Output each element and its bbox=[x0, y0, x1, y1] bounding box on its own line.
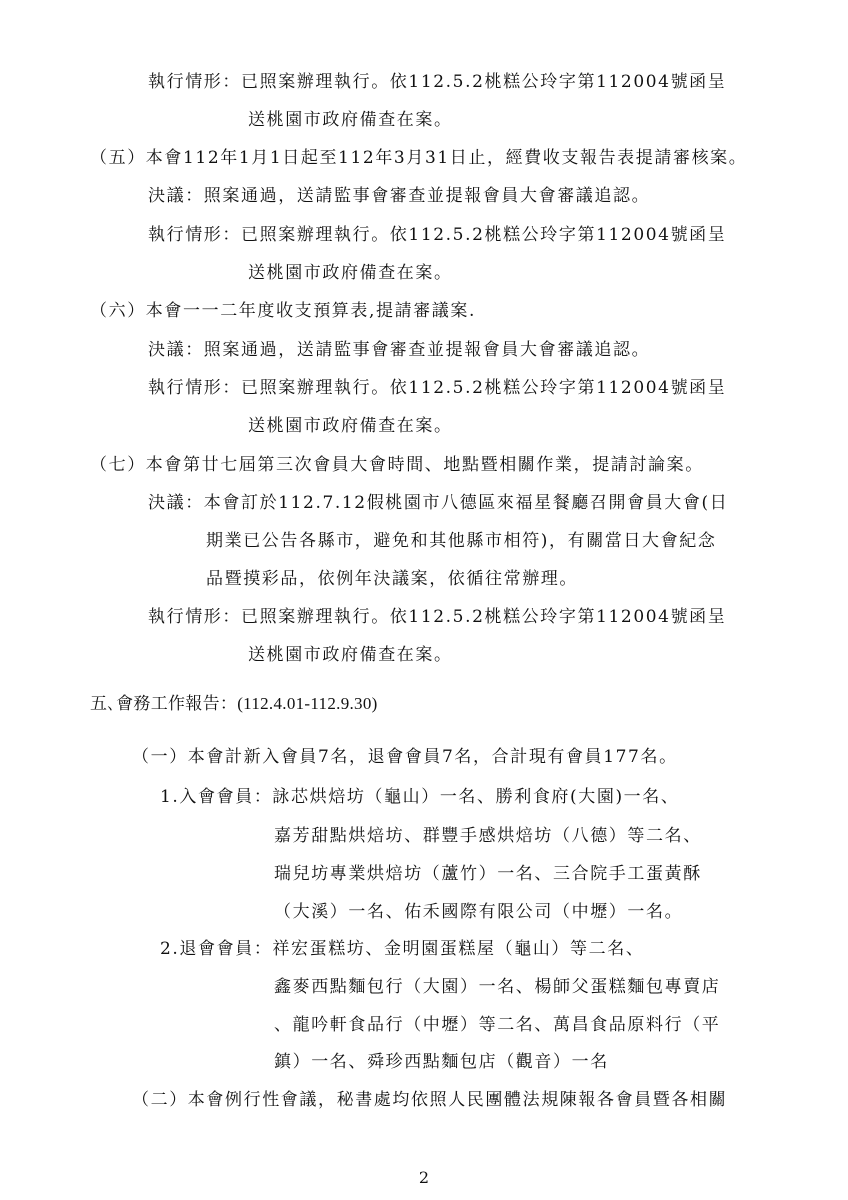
text-line: 鑫麥西點麵包行（大園）一名、楊師父蛋糕麵包專賣店 bbox=[274, 977, 721, 997]
text-line: 決議：照案通過，送請監事會審查並提報會員大會審議追認。 bbox=[148, 340, 651, 360]
item-heading: （六）本會一一二年度收支預算表,提請審議案. bbox=[90, 301, 477, 321]
page-number: 2 bbox=[418, 1168, 430, 1187]
text-line: 嘉芳甜點烘焙坊、群豐手感烘焙坊（八德）等二名、 bbox=[274, 826, 702, 846]
text-line: 送桃園市政府備查在案。 bbox=[248, 263, 453, 283]
text-line: 執行情形：已照案辦理執行。依112.5.2桃糕公玲字第112004號函呈 bbox=[148, 378, 727, 398]
item-heading: （七）本會第廿七屆第三次會員大會時間、地點暨相關作業，提請討論案。 bbox=[90, 455, 704, 475]
text-line: （大溪）一名、佑禾國際有限公司（中壢）一名。 bbox=[274, 902, 684, 922]
text-line: 決議：照案通過，送請監事會審查並提報會員大會審議追認。 bbox=[148, 186, 651, 206]
section-heading: 五､會務工作報告：(112.4.01-112.9.30) bbox=[90, 694, 378, 713]
item-heading: （五）本會112年1月1日起至112年3月31日止，經費收支報告表提請審核案。 bbox=[90, 148, 748, 168]
text-line: 送桃園市政府備查在案。 bbox=[248, 645, 453, 665]
text-line: 執行情形：已照案辦理執行。依112.5.2桃糕公玲字第112004號函呈 bbox=[148, 607, 727, 627]
text-line: 期業已公告各縣市，避免和其他縣市相符)，有關當日大會紀念 bbox=[206, 531, 717, 551]
text-line: 瑞兒坊專業烘焙坊（蘆竹）一名、三合院手工蛋黃酥 bbox=[274, 864, 702, 884]
text-line: 鎮）一名、舜珍西點麵包店（觀音）一名 bbox=[274, 1052, 609, 1072]
text-line: 執行情形：已照案辦理執行。依112.5.2桃糕公玲字第112004號函呈 bbox=[148, 225, 727, 245]
text-line: 2.退會會員：祥宏蛋糕坊、金明園蛋糕屋（龜山）等二名、 bbox=[160, 939, 645, 959]
text-line: 決議：本會訂於112.7.12假桃園市八德區來福星餐廳召開會員大會(日 bbox=[148, 493, 729, 513]
item-heading: （一）本會計新入會員7名，退會會員7名，合計現有會員177名。 bbox=[132, 747, 678, 767]
text-line: 1.入會會員：詠芯烘焙坊（龜山）一名、勝利食府(大園)一名、 bbox=[160, 787, 680, 807]
text-line: 送桃園市政府備查在案。 bbox=[248, 416, 453, 436]
text-line: 執行情形：已照案辦理執行。依112.5.2桃糕公玲字第112004號函呈 bbox=[148, 72, 727, 92]
text-line: 、龍吟軒食品行（中壢）等二名、萬昌食品原料行（平 bbox=[274, 1015, 721, 1035]
text-line: 送桃園市政府備查在案。 bbox=[248, 110, 453, 130]
item-heading: （二）本會例行性會議，秘書處均依照人民團體法規陳報各會員暨各相關 bbox=[132, 1090, 728, 1110]
text-line: 品暨摸彩品，依例年決議案，依循往常辦理。 bbox=[206, 569, 578, 589]
